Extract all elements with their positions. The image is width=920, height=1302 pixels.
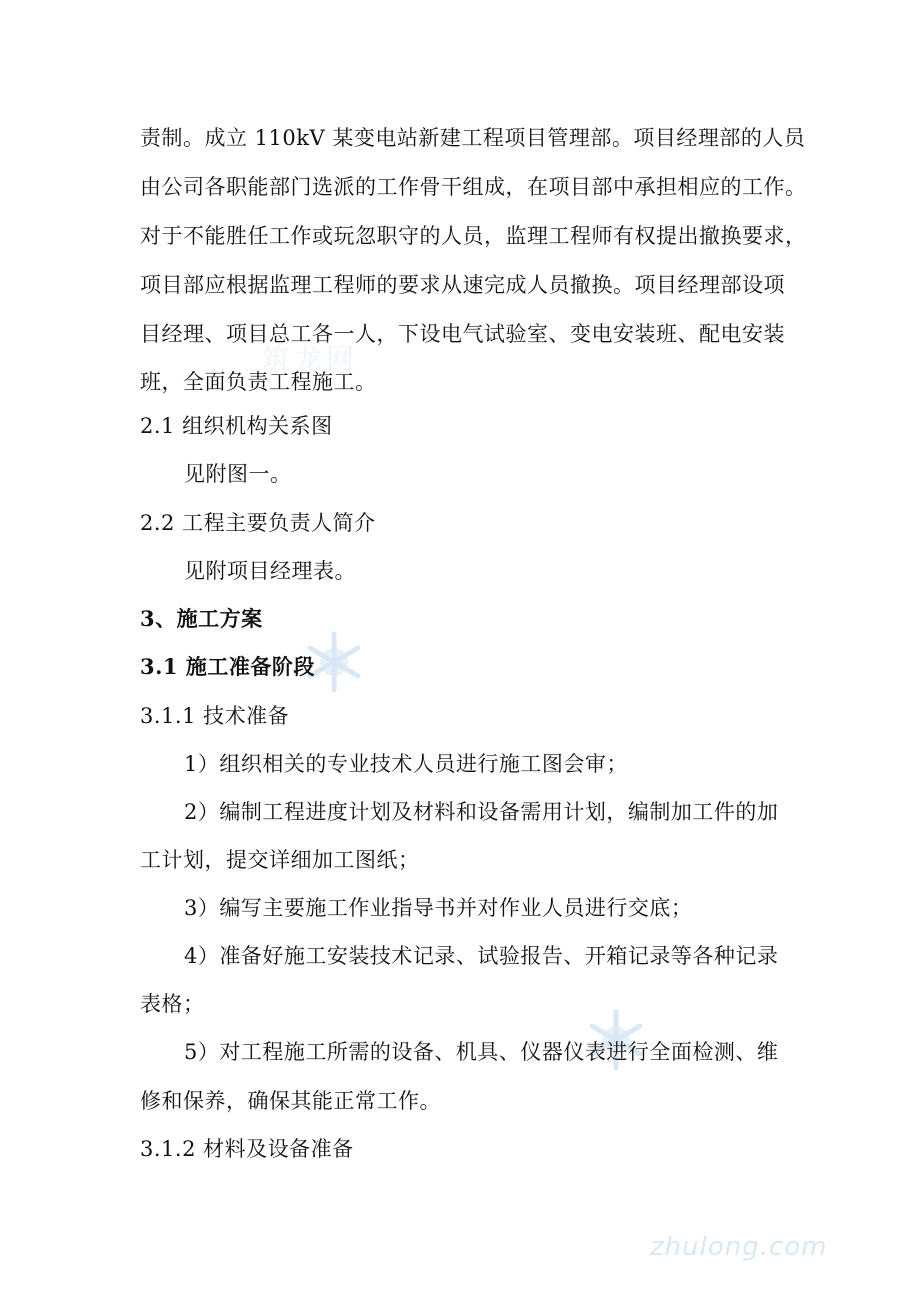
paragraph-line: 责制。成立 110kV 某变电站新建工程项目管理部。项目经理部的人员 — [140, 126, 806, 150]
list-item: 3）编写主要施工作业指导书并对作业人员进行交底； — [184, 896, 693, 920]
paragraph-line: 对于不能胜任工作或玩忽职守的人员，监理工程师有权提出撤换要求， — [140, 224, 807, 248]
section-heading-3-1-1: 3.1.1 技术准备 — [140, 704, 290, 728]
list-item: 1）组织相关的专业技术人员进行施工图会审； — [184, 752, 628, 776]
watermark-site: zhulong.com — [650, 1232, 828, 1262]
list-item-continuation: 表格； — [140, 992, 205, 1016]
paragraph-line: 项目部应根据监理工程师的要求从速完成人员撤换。项目经理部设项 — [140, 273, 785, 297]
list-item: 2）编制工程进度计划及材料和设备需用计划，编制加工件的加 — [184, 800, 779, 824]
watermark-text: 筑龙网 — [262, 343, 359, 376]
paragraph-line: 目经理、项目总工各一人，下设电气试验室、变电安装班、配电安装 — [140, 322, 785, 346]
list-item: 5）对工程施工所需的设备、机具、仪器仪表进行全面检测、维 — [184, 1040, 779, 1064]
section-heading-3: 3、施工方案 — [140, 606, 263, 631]
list-item-continuation: 修和保养，确保其能正常工作。 — [140, 1089, 441, 1113]
section-body-2-2: 见附项目经理表。 — [184, 559, 356, 583]
section-heading-3-1-2: 3.1.2 材料及设备准备 — [140, 1137, 354, 1161]
list-item-continuation: 工计划，提交详细加工图纸； — [140, 848, 420, 872]
section-body-2-1: 见附图一。 — [184, 462, 292, 486]
section-heading-2-2: 2.2 工程主要负责人简介 — [140, 511, 376, 535]
list-item: 4）准备好施工安装技术记录、试验报告、开箱记录等各种记录 — [184, 944, 779, 968]
section-heading-2-1: 2.1 组织机构关系图 — [140, 414, 333, 438]
paragraph-line: 班，全面负责工程施工。 — [140, 370, 377, 394]
section-heading-3-1: 3.1 施工准备阶段 — [140, 654, 315, 679]
paragraph-line: 由公司各职能部门选派的工作骨干组成，在项目部中承担相应的工作。 — [140, 175, 807, 199]
